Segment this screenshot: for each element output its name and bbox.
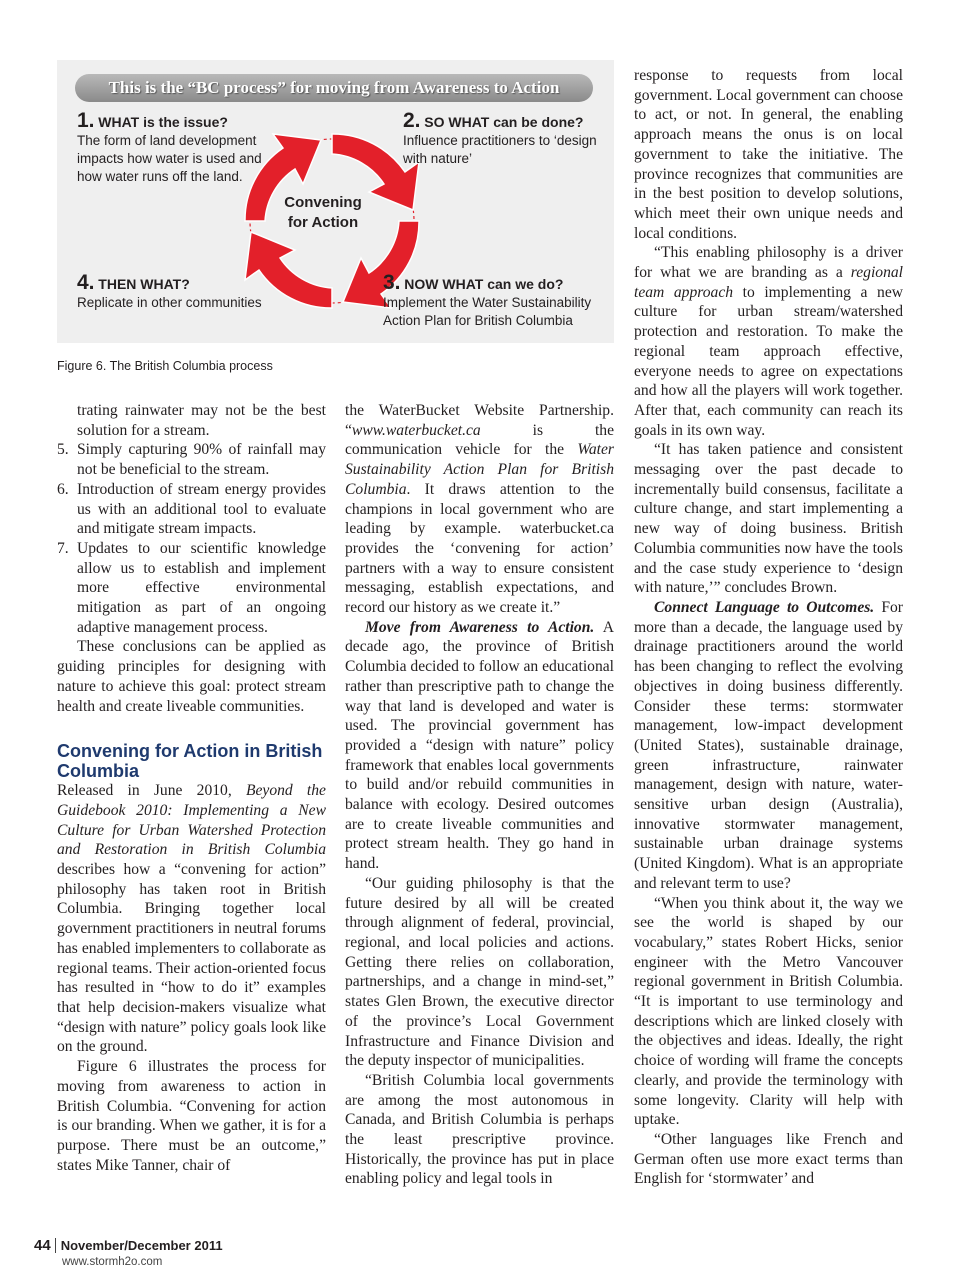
paragraph-patience: “It has taken patience and consistent messaging over the past decade to incrementally build consensus, facilitate a culture change, and start implementing a new way of doing business. British Columbia communities now have the tools and the case study experience to ‘design with nature,’” concludes Brown.	[634, 441, 903, 597]
book-title: Beyond the Guidebook 2010: Implementing a New Culture for Urban Watershed Protection and Restoration in British Columbia	[57, 782, 326, 859]
italic-term: regional team approach	[634, 264, 903, 301]
website-link: www.waterbucket.ca	[351, 421, 481, 439]
step-number: 3.	[383, 271, 401, 294]
step-3	[383, 271, 609, 330]
step-2	[403, 109, 608, 168]
list-item	[57, 539, 326, 638]
list-item	[57, 440, 326, 479]
paragraph-waterbucket: the WaterBucket Website Partnership. “www.waterbucket.ca is the communication vehicle for the Water Sustainability Action Plan for British Columbia. It draws attention to the champions in local government who are leading by example. waterbucket.ca provides the ‘convening for action’ partners with a way to ensure consistent messaging, establish expectations, and record our history as we create it.”	[345, 402, 614, 617]
list-number: 6.	[57, 480, 69, 498]
step-heading: NOW WHAT can we do?	[404, 276, 564, 292]
step-heading: SO WHAT can be done?	[424, 114, 584, 130]
page-footer	[34, 1237, 223, 1268]
page-number: 44	[34, 1237, 51, 1254]
paragraph-conclusions: These conclusions can be applied as guiding principles for designing with nature to achieve this goal: protect stream health and create liveable communities.	[57, 638, 326, 715]
step-heading: WHAT is the issue?	[98, 114, 228, 130]
column-3	[634, 66, 903, 1189]
figure-caption: Figure 6. The British Columbia process	[57, 359, 273, 373]
paragraph-awareness: Move from Awareness to Action. A decade ago, the province of British Columbia decided to follow an educational rather than prescriptive path to change the way that land is developed and water is used. The provincial government has provided a “design with nature” policy framework that enables local governments to build and/or rebuild communities in balance with ecology. Desired outcomes are to create liveable communities and protect stream health. They go hand in hand.	[345, 618, 614, 873]
list-text: Simply capturing 90% of rainfall may not be beneficial to the stream.	[77, 441, 326, 479]
paragraph-vocabulary: “When you think about it, the way we see the world is shaped by our vocabulary,” states Robert Hicks, senior engineer with the Metro Vancouver regional government in British Columbia. “It is important to use terminology and descriptions which are linked closely with the objectives and ideas. Ideally, the right choice of wording will frame the concepts clearly, and provide the terminology with some longevity. Clarity will help with uptake.	[634, 894, 903, 1129]
step-heading: THEN WHAT?	[98, 276, 190, 292]
list-text: Updates to our scientific knowledge allow us to establish and implement more effective environmental mitigation as part of an ongoing adaptive management process.	[77, 539, 326, 636]
step-number: 4.	[77, 271, 95, 294]
section-heading: Convening for Action in British Columbia	[57, 741, 323, 781]
paragraph-autonomous: “British Columbia local governments are among the most autonomous in Canada, and British Columbia is perhaps the least prescriptive province. Historically, the province has put in place enabling policy and legal tools in	[345, 1071, 614, 1188]
run-in-heading: Connect Language to Outcomes.	[654, 598, 875, 616]
list-item	[57, 480, 326, 539]
cycle-center-label: Convening for Action	[284, 194, 362, 231]
paragraph-enabling: “This enabling philosophy is a driver for what we are branding as a regional team approach to implementing a new culture for urban stream/watershed protection and restoration. To make the regional team approach effective, everyone needs to agree on expectations and how all the players will work together. After that, each community can reach its goals in its own way.	[634, 244, 903, 439]
numbered-list	[57, 440, 326, 637]
step-text: Influence practitioners to ‘design with nature’	[403, 133, 597, 166]
step-text: Replicate in other communities	[77, 295, 262, 310]
list-text: Introduction of stream energy provides us with an additional tool to evaluate and mitigate stream impacts.	[77, 480, 326, 538]
step-4	[77, 271, 287, 312]
paragraph-response: response to requests from local government. Local government can choose to act, or not. In general, the enabling approach means the onus is on local government to take the initiative. The province recognizes that communities are in the best position to develop solutions, which meet their own unique needs and local conditions.	[634, 67, 903, 242]
website-url: www.stormh2o.com	[62, 1256, 163, 1268]
issue-date: November/December 2011	[55, 1238, 223, 1253]
paragraph-released: Released in June 2010, Beyond the Guidebook 2010: Implementing a New Culture for Urban Watershed Protection and Restoration in British Columbia describes how a “convening for action” philosophy has taken root in British Columbia. Bringing together local government practitioners in neutral forums has enabled implementers to collaborate as regional teams. Their action-oriented focus has resulted in “how to do it” examples that help decision-makers visualize what “design with nature” policy goals look like on the ground.	[57, 782, 326, 1056]
figure-6	[57, 60, 614, 343]
list-number: 5.	[57, 441, 69, 459]
column-2	[345, 401, 614, 1189]
paragraph-figure6: Figure 6 illustrates the process for moving from awareness to action in British Columbia. “Convening for action is our branding. When we gather, it is for a purpose. There must be an outcome,” states Mike Tanner, chair of	[57, 1058, 326, 1174]
step-text: Implement the Water Sustainability Action Plan for British Columbia	[383, 295, 592, 328]
figure-banner: This is the “BC process” for moving from Awareness to Action	[75, 74, 593, 102]
paragraph-languages: “Other languages like French and German often use more exact terms than English for ‘stormwater’ and	[634, 1130, 903, 1188]
step-text: The form of land development impacts how water is used and how water runs off the land.	[77, 133, 262, 184]
list-continuation: trating rainwater may not be the best solution for a stream.	[77, 402, 326, 439]
paragraph-philosophy: “Our guiding philosophy is that the future desired by all will be created through alignment of federal, provincial, regional, and local policies and actions. Getting there relies on collaboration, partnerships, and a change in mind-set,” states Glen Brown, the executive director of the province’s Local Government Infrastructure and Finance Division and the deputy inspector of municipalities.	[345, 874, 614, 1070]
column-1	[57, 401, 326, 1175]
list-number: 7.	[57, 539, 69, 557]
step-1	[77, 109, 277, 186]
step-number: 1.	[77, 109, 95, 132]
plan-title: Water Sustainability Action Plan for British Columbia	[345, 441, 614, 498]
paragraph-language: Connect Language to Outcomes. For more than a decade, the language used by drainage practitioners around the world has been changing to reflect the evolving objectives in doing business differently. Consider these terms: stormwater management, low-impact development (United States), sustainable drainage, green infrastructure, rainwater management, design with nature, water-sensitive urban design (Australia), innovative stormwater management, sustainable urban drainage systems (United Kingdom). What is an appropriate and relevant term to use?	[634, 598, 903, 892]
run-in-heading: Move from Awareness to Action.	[365, 618, 595, 636]
step-number: 2.	[403, 109, 421, 132]
